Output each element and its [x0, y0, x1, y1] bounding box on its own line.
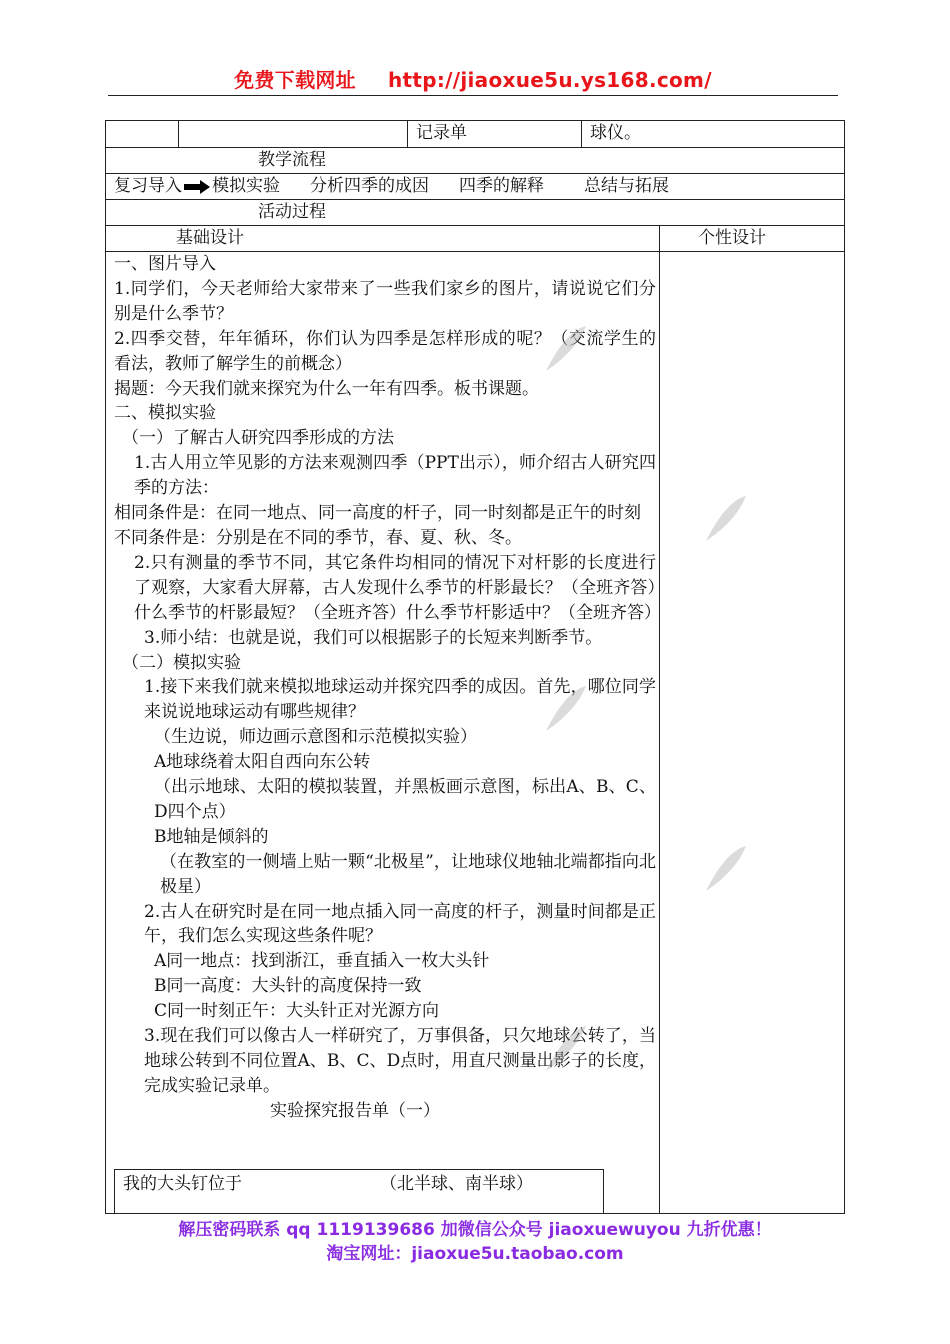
section-heading: 二、模拟实验 [114, 403, 216, 424]
paragraph: 3.师小结：也就是说，我们可以根据影子的长短来判断季节。 [144, 627, 603, 648]
subsection-heading: （一）了解古人研究四季形成的方法 [122, 428, 394, 449]
lesson-plan-table [105, 120, 845, 1214]
column-basic-design: 基础设计 [176, 228, 244, 248]
watermark-icon [536, 681, 596, 741]
table-row-flow-title [106, 147, 844, 174]
table-divider [581, 121, 582, 147]
paragraph: A地球绕着太阳自西向东公转 [154, 752, 371, 773]
table-row-activity-title [106, 199, 844, 226]
flow-step-5: 总结与拓展 [584, 176, 669, 196]
subsection-heading: （二）模拟实验 [122, 652, 241, 673]
paragraph: 1.古人用立竿见影的方法来观测四季（PPT出示），师介绍古人研究四季的方法： [134, 453, 656, 499]
paragraph: 3.现在我们可以像古人一样研究了，万事俱备，只欠地球公转了，当地球公转到不同位置A、B、C、D点时，用直尺测量出影子的长度，完成实验记录单。 [144, 1026, 656, 1096]
paragraph: A同一地点：找到浙江，垂直插入一枚大头针 [154, 951, 490, 972]
column-divider [659, 225, 660, 1213]
paragraph: 2.只有测量的季节不同，其它条件均相同的情况下对杆影的长度进行了观察，大家看大屏幕，古人发现什么季节的杆影最长？（全班齐答）什么季节的杆影最短？（全班齐答）什么季节杆影适中？（全班齐答） [134, 552, 661, 623]
report-sheet-box [114, 1169, 604, 1213]
flow-step-4: 四季的解释 [459, 176, 544, 196]
paragraph: （在教室的一侧墙上贴一颗“北极星”，让地球仪地轴北端都指向北极星） [160, 851, 656, 897]
watermark-icon [696, 491, 756, 551]
header-url-link[interactable]: http://jiaoxue5u.ys168.com/ [387, 68, 712, 92]
paragraph: （出示地球、太阳的模拟装置，并黑板画示意图，标出A、B、C、D四个点） [154, 777, 656, 822]
arrow-right-icon [184, 182, 210, 192]
header-free-download: 免费下载网址 [234, 68, 356, 92]
paragraph: （生边说，师边画示意图和示范模拟实验） [154, 727, 477, 748]
column-personal-design: 个性设计 [698, 228, 766, 248]
footer-taobao-link[interactable]: 淘宝网址：jiaoxue5u.taobao.com [326, 1244, 624, 1264]
header-banner [108, 66, 838, 94]
record-sheet-label: 记录单 [416, 123, 467, 143]
flow-title: 教学流程 [258, 150, 326, 170]
watermark-icon [536, 321, 596, 381]
watermark-icon [696, 841, 756, 901]
report-label: 我的大头钉位于 [123, 1174, 242, 1194]
paragraph: 2.四季交替，年年循环，你们认为四季是怎样形成的呢？（交流学生的看法，教师了解学生的前概念） [114, 328, 656, 374]
flow-step-1: 复习导入 [114, 176, 182, 196]
paragraph: B同一高度：大头针的高度保持一致 [154, 976, 422, 997]
report-hint: （北半球、南半球） [380, 1174, 533, 1194]
paragraph: 不同条件是：分别是在不同的季节，春、夏、秋、冬。 [114, 527, 522, 548]
table-divider [178, 121, 179, 147]
paragraph: 1.同学们，今天老师给大家带来了一些我们家乡的图片，请说说它们分别是什么季节？ [114, 278, 656, 324]
paragraph: 1.接下来我们就来模拟地球运动并探究四季的成因。首先，哪位同学来说说地球运动有哪些规律？ [144, 677, 656, 723]
paragraph: C同一时刻正午：大头针正对光源方向 [154, 1001, 440, 1022]
section-heading: 一、图片导入 [114, 254, 216, 274]
header-divider [108, 95, 838, 96]
paragraph: 2.古人在研究时是在同一地点插入同一高度的杆子，测量时间都是正午，我们怎么实现这些条件呢？ [144, 901, 656, 947]
table-row-materials [106, 121, 844, 148]
flow-steps [114, 174, 669, 198]
watermark-icon [536, 1021, 596, 1081]
activity-title: 活动过程 [258, 202, 326, 222]
paragraph: B地轴是倾斜的 [154, 826, 269, 847]
footer-contact: 解压密码联系 qq 1119139686 加微信公众号 jiaoxuewuyou 九折优惠！ [178, 1220, 772, 1240]
flow-step-2: 模拟实验 [212, 176, 280, 196]
paragraph: 揭题：今天我们就来探究为什么一年有四季。板书课题。 [114, 378, 539, 399]
table-divider [407, 121, 408, 147]
paragraph: 相同条件是：在同一地点、同一高度的杆子，同一时刻都是正午的时刻 [114, 503, 641, 524]
globe-label: 球仪。 [590, 123, 641, 143]
report-title: 实验探究报告单（一） [270, 1100, 440, 1121]
flow-step-3: 分析四季的成因 [310, 176, 429, 196]
